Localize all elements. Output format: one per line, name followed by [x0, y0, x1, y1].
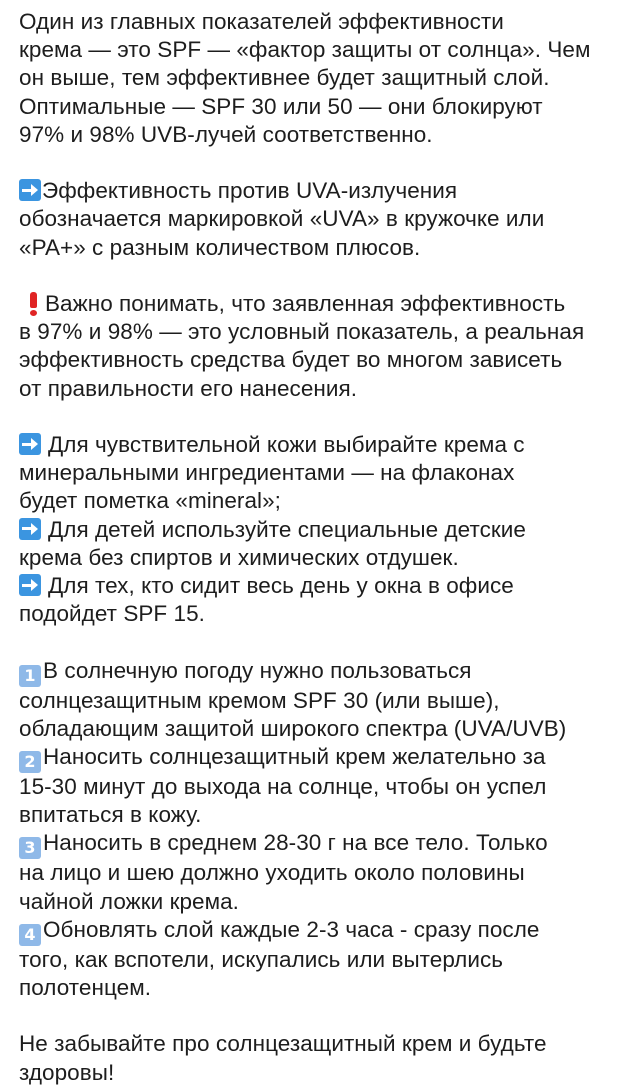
text-line: [19, 290, 624, 318]
text-line: Один из главных показателей эффективности: [19, 9, 504, 34]
text-line: крема без спиртов и химических отдушек.: [19, 544, 459, 570]
right-arrow-icon: [19, 179, 41, 201]
text-line: [19, 431, 624, 459]
text-line: [19, 743, 624, 773]
right-arrow-icon: [19, 433, 41, 455]
red-exclamation-icon: [27, 292, 41, 314]
paragraph-warning: [19, 290, 624, 403]
text-line: чайной ложки крема.: [19, 888, 239, 914]
text-line: того, как вспотели, искупались или вытерлись: [19, 946, 504, 972]
text-line: [19, 657, 624, 687]
keycap-number-icon: 2: [19, 751, 41, 773]
text-fragment: Для детей используйте специальные детские: [48, 516, 526, 542]
paragraph-numbered-list: [19, 657, 624, 1003]
text-line: [19, 916, 624, 946]
text-line: полотенцем.: [19, 975, 152, 1001]
text-line: от правильности его нанесения.: [19, 375, 358, 401]
text-line: [19, 177, 624, 205]
keycap-number-icon: 1: [19, 665, 41, 687]
text-line: подойдет SPF 15.: [19, 601, 205, 627]
text-line: «PA+» с разным количеством плюсов.: [19, 234, 421, 260]
text-fragment: Обновлять слой каждые 2-3 часа - сразу после: [43, 916, 540, 942]
right-arrow-icon: [19, 574, 41, 596]
paragraph-closing: [19, 1030, 624, 1086]
text-fragment: Наносить в среднем 28-30 г на все тело. Только: [43, 830, 548, 856]
text-fragment: Наносить солнцезащитный крем желательно за: [43, 744, 546, 770]
message-text: [19, 8, 624, 1087]
text-line: крема — это SPF — «фактор защиты от солнца». Чем: [19, 37, 591, 63]
text-line: Не забывайте про солнцезащитный крем и будьте: [19, 1031, 547, 1057]
text-line: [19, 572, 624, 600]
text-fragment: Эффективность против UVA-излучения: [42, 178, 458, 204]
keycap-number-icon: 3: [19, 837, 41, 859]
text-line: [19, 829, 624, 859]
text-line: на лицо и шею должно уходить около половины: [19, 860, 525, 886]
text-line: впитаться в кожу.: [19, 802, 202, 828]
text-line: [19, 516, 624, 544]
text-line: солнцезащитным кремом SPF 30 (или выше),: [19, 687, 500, 713]
text-line: минеральными ингредиентами — на флаконах: [19, 460, 515, 486]
paragraph-spf-intro: [19, 8, 624, 149]
right-arrow-icon: [19, 518, 41, 540]
paragraph-uva: [19, 177, 624, 262]
text-line: 15-30 минут до выхода на солнце, чтобы он успел: [19, 774, 547, 800]
paragraph-recommendations: [19, 431, 624, 628]
text-line: эффективность средства будет во многом зависеть: [19, 347, 563, 373]
text-line: будет пометка «mineral»;: [19, 488, 281, 514]
text-line: Оптимальные — SPF 30 или 50 — они блокируют: [19, 93, 543, 119]
keycap-number-icon: 4: [19, 924, 41, 946]
text-line: обладающим защитой широкого спектра (UVA/UVB): [19, 715, 567, 741]
text-line: 97% и 98% UVB-лучей соответственно.: [19, 121, 433, 147]
text-fragment: Важно понимать, что заявленная эффективность: [45, 291, 566, 316]
text-line: обозначается маркировкой «UVA» в кружочке или: [19, 206, 545, 232]
text-fragment: Для тех, кто сидит весь день у окна в офисе: [48, 573, 514, 599]
text-line: здоровы!: [19, 1059, 115, 1085]
text-line: в 97% и 98% — это условный показатель, а реальная: [19, 319, 585, 345]
text-fragment: Для чувствительной кожи выбирайте крема с: [48, 432, 525, 457]
text-fragment: В солнечную погоду нужно пользоваться: [43, 657, 472, 683]
text-line: он выше, тем эффективнее будет защитный слой.: [19, 65, 550, 91]
